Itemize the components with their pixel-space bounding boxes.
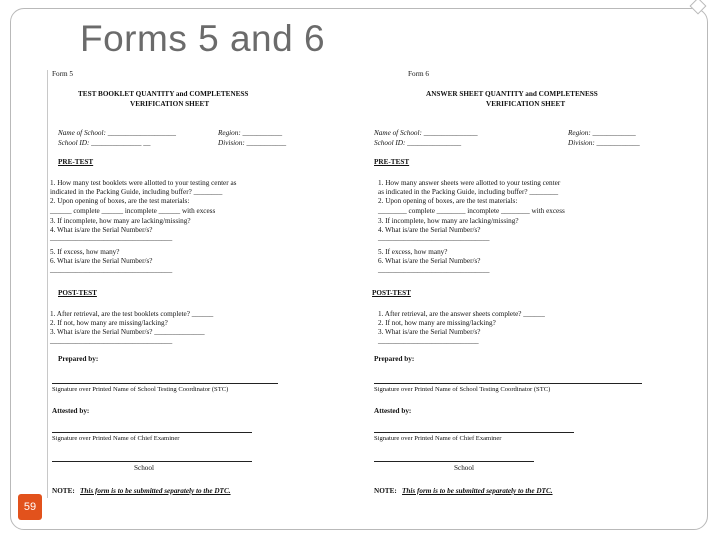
form6-post-q3-line: ____________________________ <box>378 337 479 345</box>
form5-q1-line2: indicated in the Packing Guide, including buffer? ________ <box>50 188 223 196</box>
form5-name-of-school: Name of School: ___________________ <box>58 129 176 137</box>
form6-note-text: This form is to be submitted separately to the DTC. <box>402 487 553 495</box>
slide-page-number-badge <box>18 494 42 520</box>
form5-q1-line1: 1. How many test booklets were allotted to your testing center as <box>50 179 237 187</box>
form6-q4-line: _______________________________ <box>378 234 490 242</box>
form6-post-q3: 3. What is/are the Serial Number/s? <box>378 328 481 336</box>
form5-heading-line1: TEST BOOKLET QUANTITY and COMPLETENESS <box>78 90 249 98</box>
form5-note-label: NOTE: <box>52 487 75 495</box>
form6-column <box>368 68 668 500</box>
form6-school-line <box>374 461 534 462</box>
form5-division: Division: ___________ <box>218 139 287 147</box>
form6-school-id: School ID: _______________ <box>374 139 462 147</box>
form5-label: Form 5 <box>52 70 73 78</box>
form6-q2-line2: ________ complete ________ incomplete ________ with excess <box>378 207 565 215</box>
form5-post-q2: 2. If not, how many are missing/lacking? <box>50 319 168 327</box>
form5-q2-line1: 2. Upon opening of boxes, are the test materials: <box>50 197 190 205</box>
form5-prepared-signature-line <box>52 383 278 384</box>
form5-q3: 3. If incomplete, how many are lacking/missing? <box>50 217 191 225</box>
slide-title: Forms 5 and 6 <box>80 18 326 59</box>
form6-region: Region: ____________ <box>568 129 636 137</box>
form6-prepared-signature-line <box>374 383 642 384</box>
form6-division: Division: ____________ <box>568 139 640 147</box>
form6-prepared-by: Prepared by: <box>374 355 415 363</box>
forms-document-image <box>48 68 670 500</box>
form6-q3: 3. If incomplete, how many are lacking/missing? <box>378 217 519 225</box>
form5-school-label: School <box>134 464 154 472</box>
form5-region: Region: ___________ <box>218 129 283 137</box>
form5-school-line <box>52 461 252 462</box>
form6-signature-chief: Signature over Printed Name of Chief Examiner <box>374 435 502 442</box>
form5-school-id: School ID: ______________ __ <box>58 139 151 147</box>
form5-q6-line: __________________________________ <box>50 266 173 274</box>
form6-post-q1: 1. After retrieval, are the answer sheets complete? ______ <box>378 310 545 318</box>
form5-pre-test-heading: PRE-TEST <box>58 158 94 166</box>
form5-q4: 4. What is/are the Serial Number/s? <box>50 226 153 234</box>
form5-attested-by: Attested by: <box>52 407 90 415</box>
form5-q4-line: __________________________________ <box>50 234 173 242</box>
form6-attested-by: Attested by: <box>374 407 412 415</box>
form5-post-test-heading: POST-TEST <box>58 289 97 297</box>
form5-prepared-by: Prepared by: <box>58 355 99 363</box>
form6-post-test-heading: POST-TEST <box>372 289 411 297</box>
form6-school-label: School <box>454 464 474 472</box>
form5-q6: 6. What is/are the Serial Number/s? <box>50 257 153 265</box>
form6-pre-test-heading: PRE-TEST <box>374 158 410 166</box>
form6-q6: 6. What is/are the Serial Number/s? <box>378 257 481 265</box>
form6-label: Form 6 <box>408 70 429 78</box>
form6-heading-line2: VERIFICATION SHEET <box>486 100 566 108</box>
form6-q4: 4. What is/are the Serial Number/s? <box>378 226 481 234</box>
form5-q2-line2: ______ complete ______ incomplete ______ with excess <box>50 207 216 215</box>
form5-post-q3-line: __________________________________ <box>50 337 173 345</box>
form5-signature-chief: Signature over Printed Name of Chief Examiner <box>52 435 180 442</box>
form5-attested-signature-line <box>52 432 252 433</box>
form5-signature-stc: Signature over Printed Name of School Testing Coordinator (STC) <box>52 386 229 393</box>
form6-name-of-school: Name of School: _______________ <box>374 129 478 137</box>
form5-note-text: This form is to be submitted separately to the DTC. <box>80 487 231 495</box>
form6-q6-line: _______________________________ <box>378 266 490 274</box>
form5-q5: 5. If excess, how many? <box>50 248 120 256</box>
form6-q1-line1: 1. How many answer sheets were allotted to your testing center <box>378 179 561 187</box>
form6-note-label: NOTE: <box>374 487 397 495</box>
form5-post-q3: 3. What is/are the Serial Number/s? ______________ <box>50 328 205 336</box>
slide-page-number: 59 <box>23 501 37 513</box>
form6-q2-line1: 2. Upon opening of boxes, are the test materials: <box>378 197 518 205</box>
form5-column <box>50 68 350 500</box>
form6-q5: 5. If excess, how many? <box>378 248 448 256</box>
form6-attested-signature-line <box>374 432 574 433</box>
form6-signature-stc: Signature over Printed Name of School Testing Coordinator (STC) <box>374 386 551 393</box>
form6-post-q2: 2. If not, how many are missing/lacking? <box>378 319 496 327</box>
form5-heading-line2: VERIFICATION SHEET <box>130 100 210 108</box>
form6-q1-line2: as indicated in the Packing Guide, including buffer? ________ <box>378 188 559 196</box>
form5-post-q1: 1. After retrieval, are the test booklets complete? ______ <box>50 310 214 318</box>
form6-heading-line1: ANSWER SHEET QUANTITY and COMPLETENESS <box>426 90 598 98</box>
